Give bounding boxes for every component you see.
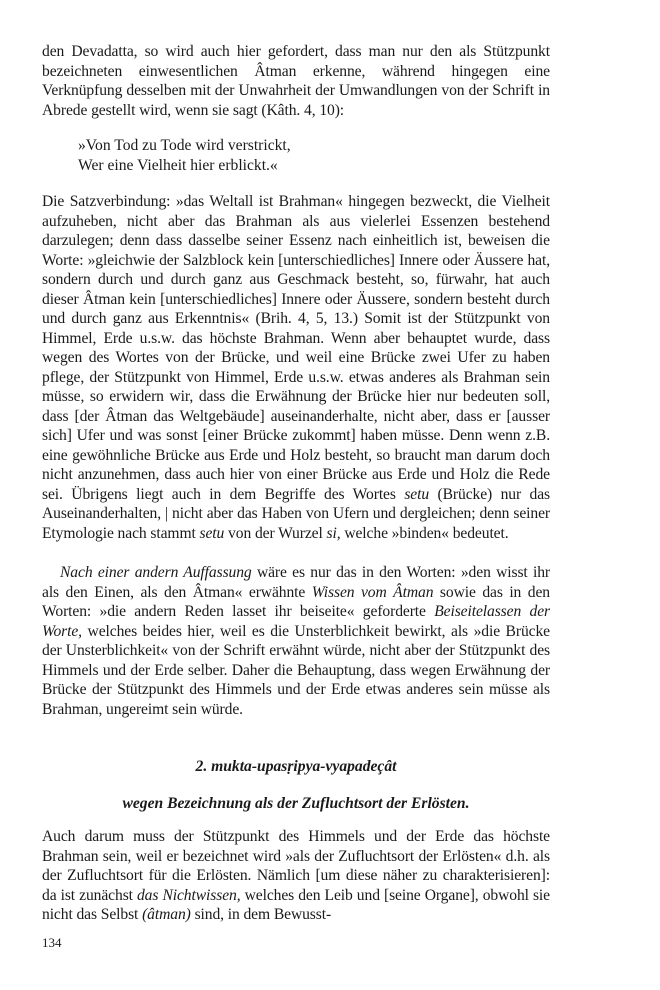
paragraph-intro: den Devadatta, so wird auch hier gefordert, dass man nur den als Stützpunkt bezeichneten einwesentlichen Âtman erkenne, während hingegen eine Verknüpfung desselben mit der Unwahrheit der Umwandlungen von der Schrift in Abrede gestellt wird, wenn sie sagt (Kâth. 4, 10): xyxy=(42,43,550,119)
para2-term-si: si, xyxy=(326,524,341,542)
page-number: 134 xyxy=(42,935,62,950)
paragraph-satzverbindung xyxy=(42,192,550,543)
section-subheading: wegen Bezeichnung als der Zufluchtsort der Erlösten. xyxy=(122,795,470,812)
para4-text-1: Auch darum muss der Stützpunkt des Himmels und der Erde das höchste Brahman sein, weil er bezeichnet wird »als der Zufluchtsort der Erlösten« d.h. als der Zufluchtsort für die Erlösten. Nämlich [um diese näher zu charakterisieren]: da ist zunächst xyxy=(42,828,550,904)
para3-italic-1: Nach einer andern Auffassung xyxy=(60,564,252,581)
para2-term-setu-1: setu xyxy=(404,485,430,503)
para4-italic-1: das Nichtwissen, xyxy=(136,886,241,904)
section-heading: 2. mukta-upasṛipya-vyapadeçât xyxy=(195,758,397,775)
para3-text-1: wäre es nur das in den Worten: »den wisst ihr als den Einen, als den Âtman« erwähnte xyxy=(42,564,550,601)
para2-text-1: Die Satzverbindung: »das Weltall ist Brahman« hingegen bezweckt, die Vielheit aufzuheben, nicht aber das Brahman als aus vielerlei Essenzen bestehend darzulegen; denn dass dasselbe seiner Essenz nach einheitlich ist, beweisen die Worte: »gleichwie der Salzblock kein [unterschiedliches] Innere oder Äussere hat, sondern durch und durch ganz aus Geschmack besteht, so, fürwahr, hat auch dieser Âtman kein [unterschiedliches] Innere oder Äussere, sondern besteht durch und durch ganz aus Erkenntnis« (Brih. 4, 5, 13.) Somit ist der Stützpunkt von Himmel, Erde u.s.w. das höchste Brahman. Wenn aber behauptet wurde, dass wegen des Wortes von der Brücke, und weil eine Brücke zwei Ufer zu haben pflege, der Stützpunkt von Himmel, Erde u.s.w. etwas anderes als Brahman sein müsse, so erwidern wir, dass die Erwähnung der Brücke hier nur bedeuten soll, dass [der Âtman das Weltgebäude] auseinanderhalte, nicht aber, dass er [ausser sich] Ufer und was sonst [einer Brücke zukommt] haben müsse. Denn wenn z.B. eine gewöhnliche Brücke aus Erde und Holz besteht, so braucht man darum doch nicht anzunehmen, dass auch hier von einer Brücke aus Erde und Holz die Rede sei. Übrigens liegt auch in dem Begriffe des Wortes xyxy=(42,193,550,503)
verse-quote xyxy=(78,136,538,175)
para2-text-4: welche »binden« bedeutet. xyxy=(340,524,509,542)
verse-line-2: Wer eine Vielheit hier erblickt.« xyxy=(78,156,278,174)
paragraph-andere-auffassung xyxy=(42,563,550,719)
para2-term-setu-2: setu xyxy=(199,524,225,542)
para3-text-3: welches beides hier, weil es die Unsterblichkeit bewirkt, als »die Brücke der Unsterblichkeit« von der Schrift erwähnt würde, nicht aber der Stützpunkt des Himmels und der Erde selber. Daher die Behauptung, dass wegen Erwähnung der Brücke der Stützpunkt des Himmels und der Erde etwas anderes sein müsse als Brahman, ungereimt sein würde. xyxy=(42,622,550,718)
para2-text-3: von der Wurzel xyxy=(224,524,327,542)
para3-italic-3: Beiseitelassen der Worte, xyxy=(42,603,550,640)
para2-text-2: (Brücke) nur das Auseinanderhalten, | nicht aber das Haben von Ufern und dergleichen; denn seiner Etymologie nach stammt xyxy=(42,485,551,542)
paragraph-zufluchtsort xyxy=(42,827,550,925)
para4-text-3: sind, in dem Bewusst- xyxy=(190,906,332,923)
para4-italic-2: (âtman) xyxy=(142,906,191,923)
para3-text-2: sowie das in den Worten: »die andern Reden lasset ihr beiseite« geforderte xyxy=(42,583,550,620)
para3-italic-2: Wissen vom Âtman xyxy=(311,583,434,601)
para4-text-2: welches den Leib und [seine Organe], obwohl sie nicht das Selbst xyxy=(42,886,550,923)
verse-line-1: »Von Tod zu Tode wird verstrickt, xyxy=(78,137,291,154)
